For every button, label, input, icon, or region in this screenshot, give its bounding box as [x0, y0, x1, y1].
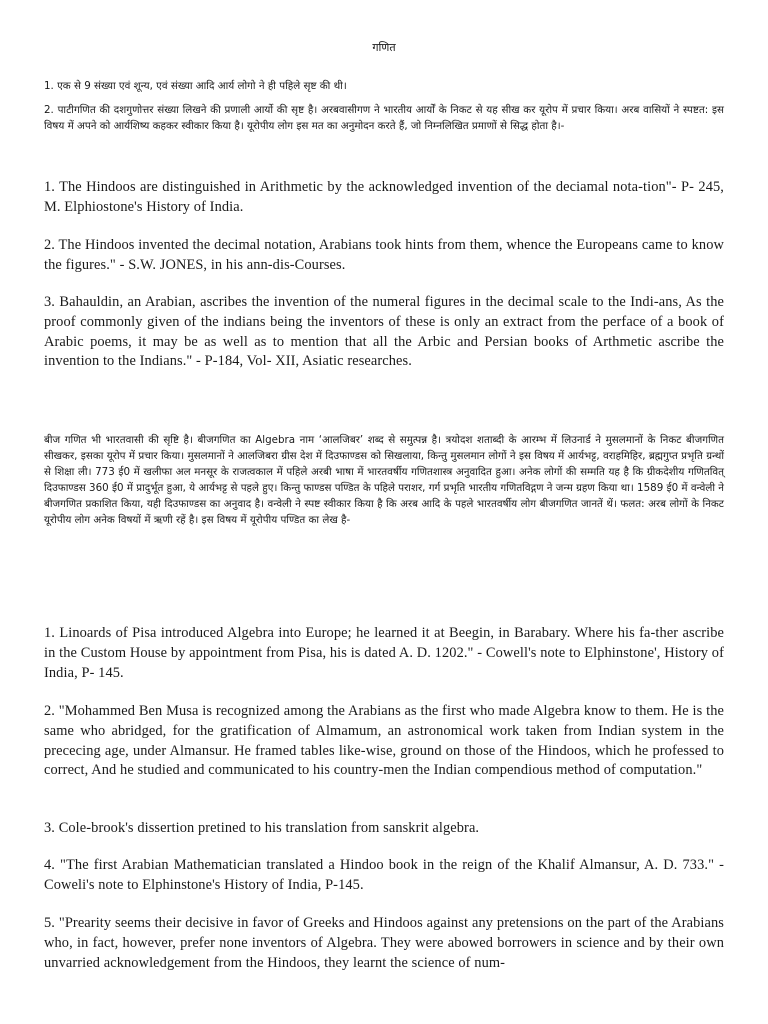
arithmetic-quote-1: 1. The Hindoos are distinguished in Arithmetic by the acknowledged invention of the deciamal nota-tion"- P- 245, M. Elphiostone's History of India. — [44, 179, 724, 215]
algebra-quote-4: 4. "The first Arabian Mathematician translated a Hindoo book in the reign of the Khalif Almansur, A. D. 733." - Coweli's note to Elphinstone's History of India, P-145. — [44, 857, 724, 893]
hindi-point-1: 1. एक से 9 संख्या एवं शून्य, एवं संख्या आदि आर्य लोगो ने ही पहिले सृष्ट की थी। — [44, 80, 347, 92]
algebra-quote-3: 3. Cole-brook's dissertion pretined to his translation from sanskrit algebra. — [44, 820, 480, 836]
arithmetic-quote-3: 3. Bahauldin, an Arabian, ascribes the invention of the numeral figures in the decimal scale to the Indi-ans, As the proof commonly given of the indians being the inventors of these is only an extract from the perface of a book of Arabic poems, it may be as well as to mention that all the Arbic and Persian books of Arthmetic ascribe the invention to the Indians." - P-184, Vol- XII, Asiatic researches. — [44, 294, 724, 370]
algebra-quote-5: 5. "Prearity seems their decisive in favor of Greeks and Hindoos against any pretensions on the part of the Arabians who, in fact, however, prefer none inventors of Algebra. They were abowed borrowers in science and by their own unvarried acknowledgement from the Hindoos, they learnt the science of num- — [44, 915, 724, 971]
arithmetic-quote-2: 2. The Hindoos invented the decimal notation, Arabians took hints from them, whence the Europeans came to know the figures." - S.W. JONES, in his ann-dis-Courses. — [44, 237, 724, 273]
hindi-point-2: 2. पाटीगणित की दशगुणोत्तर संख्या लिखने की प्रणाली आर्यो की सृष्ट है। अरबवासीगण ने भारतीय आर्यों के निकट से यह सीख कर यूरोप में प्रचार किया। अरब वासियों ने स्पष्टत: इस विषय में अपने को आर्यशिष्य कहकर स्वीकार किया है। यूरोपीय लोग इस मत का अनुमोदन करते हैं, जो निम्नलिखित प्रमाणों से सिद्ध होता है।- — [44, 104, 724, 132]
algebra-quote-2: 2. "Mohammed Ben Musa is recognized among the Arabians as the first who made Algebra know to them. He is the same who abridged, for the gratification of Almamum, an astronomical work taken from Indian system in the prececing age, under Almansur. He framed tables like-wise, ground on those of the Hindoos, which he professed to correct, And he studied and communicated to his country-men the Indian compendious method of computation." — [44, 703, 724, 779]
algebra-paragraph: बीज गणित भी भारतवासी की सृष्टि है। बीजगणित का Algebra नाम ‘आलजिबर’ शब्द से समुत्पन्न है। त्रयोदश शताब्दी के आरम्भ में लिउनार्ड ने मुसलमानों के निकट बीजगणित सीखकर, इसका यूरोप में प्रचार किया। मुसलमानों ने आलजिबरा ग्रीस देश में दिउफाण्डस को सिखलाया, किन्तु मुसलमान लोगों ने इस विषय में आर्यभट्ट, वराहमिहिर, ब्रह्मगुप्त प्रभृति ग्रन्थों से शिक्षा ली। 773 ई0 में खलीफा अल मनसूर के राजत्वकाल में पहिले अरबी भाषा में भारतवर्षीय गणितशास्त्र अनुवादित हुआ। अनेक लोगों की सम्मति यह है कि ग्रीकदेशीय गणितवित् दिउफाण्डस 360 ई0 में प्रादुर्भूत हुआ, ये आर्यभट्ट से पहले हुए। किन्तु फाण्डस पण्डित के पहिले पराशर, गर्ग प्रभृति भारतीय गणितविद्गण ने जन्म ग्रहण किया था। 1589 ई0 में वन्वेली ने बीजगणित प्रकाशित किया, यही दिउफाण्डस का अनुवाद है। वन्वेली ने स्पष्ट स्वीकार किया है कि अरब आदि के पहले भारतवर्षीय लोग बीजगणित जानतें थें। फलत: अरब लोगों के निकट यूरोपीय लोग अनेक विषयों में ऋणी रहें है। इस विषय में यूरोपीय पण्डित का लेख है- — [44, 434, 724, 526]
page-title: गणित — [372, 41, 396, 54]
algebra-quote-1: 1. Linoards of Pisa introduced Algebra into Europe; he learned it at Beegin, in Barabary. Where his fa-ther ascribe in the Custom House by appointment from Pisa, his is dated A. D. 1202." - Cowell's note to Elphinstone', History of India, P- 145. — [44, 625, 724, 681]
